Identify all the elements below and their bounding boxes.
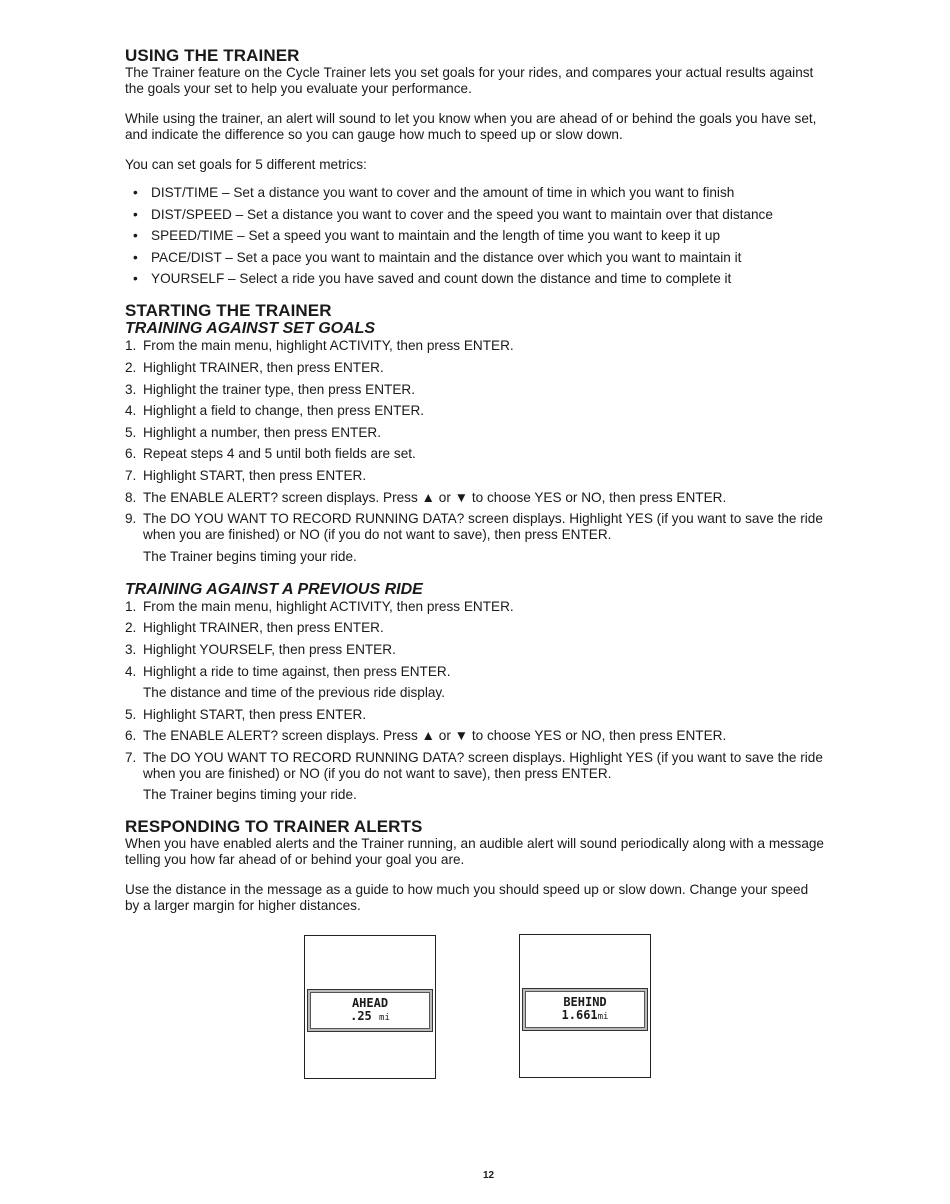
- metric-item: • YOURSELF – Select a ride you have saved and count down the distance and time to complete it: [125, 271, 825, 287]
- section-title-using-trainer: USING THE TRAINER: [125, 46, 300, 65]
- step-note: The distance and time of the previous ride display.: [143, 685, 445, 701]
- alert-label: AHEAD: [351, 996, 389, 1010]
- device-screen-ahead: [304, 935, 436, 1079]
- distance-guide-paragraph: Use the distance in the message as a guide to how much you should speed up or slow down. Change your speed by a larger margin for higher distances.: [125, 882, 809, 914]
- subtitle-previous-ride: TRAINING AGAINST A PREVIOUS RIDE: [125, 580, 423, 598]
- step-item: 1. From the main menu, highlight ACTIVITY, then press ENTER.: [125, 338, 514, 354]
- section-title-starting-trainer: STARTING THE TRAINER: [125, 301, 332, 321]
- step-item: 7. Highlight START, then press ENTER.: [125, 467, 367, 483]
- device-screen-behind: [519, 934, 651, 1078]
- manual-page: [125, 46, 825, 914]
- alert-distance: .25 mi: [350, 1009, 390, 1023]
- previous-ride-steps: [125, 599, 825, 804]
- alert-label: BEHIND: [563, 995, 607, 1009]
- section-title-responding-alerts: RESPONDING TO TRAINER ALERTS: [125, 817, 423, 837]
- alert-message-bar: [307, 989, 433, 1032]
- alert-paragraph: While using the trainer, an alert will sound to let you know when you are ahead of or behind the goals you have set, and indicate the difference so you can gauge how much to speed up or slow down.: [125, 111, 817, 142]
- metric-item: • SPEED/TIME – Set a speed you want to maintain and the length of time you want to keep it up: [125, 228, 825, 244]
- step-item: 2. Highlight TRAINER, then press ENTER.: [125, 359, 384, 375]
- step-item: 3. Highlight YOURSELF, then press ENTER.: [125, 641, 396, 657]
- page-number: 12: [482, 1170, 495, 1181]
- subtitle-set-goals: TRAINING AGAINST SET GOALS: [125, 320, 376, 338]
- alerts-paragraph: When you have enabled alerts and the Trainer running, an audible alert will sound periodically along with a message telling you how far ahead of or behind your goal you are.: [125, 836, 824, 868]
- metrics-intro: You can set goals for 5 different metrics:: [125, 157, 367, 172]
- metrics-list: [125, 185, 825, 287]
- step-item: 8. The ENABLE ALERT? screen displays. Press ▲ or ▼ to choose YES or NO, then press ENTER.: [125, 489, 727, 505]
- metric-item: • DIST/TIME – Set a distance you want to cover and the amount of time in which you want to finish: [125, 185, 825, 201]
- step-item: 5. Highlight a number, then press ENTER.: [125, 424, 382, 440]
- intro-paragraph: The Trainer feature on the Cycle Trainer lets you set goals for your rides, and compares your actual results against the goals your set to help you evaluate your performance.: [125, 65, 814, 96]
- step-item: 4. Highlight a field to change, then press ENTER.: [125, 403, 425, 419]
- step-note: The Trainer begins timing your ride.: [143, 548, 357, 564]
- step-item: 6. The ENABLE ALERT? screen displays. Press ▲ or ▼ to choose YES or NO, then press ENTER.: [125, 728, 727, 744]
- step-note: The Trainer begins timing your ride.: [143, 787, 357, 803]
- metric-item: • DIST/SPEED – Set a distance you want to cover and the speed you want to maintain over that distance: [125, 207, 825, 223]
- metric-item: • PACE/DIST – Set a pace you want to maintain and the distance over which you want to maintain it: [125, 250, 825, 266]
- step-item: 2. Highlight TRAINER, then press ENTER.: [125, 620, 384, 636]
- step-item: 4. Highlight a ride to time against, then press ENTER.: [125, 663, 451, 679]
- step-item: 5. Highlight START, then press ENTER.: [125, 706, 367, 722]
- alert-message-bar: [522, 988, 648, 1031]
- alert-distance: 1.661mi: [561, 1008, 609, 1022]
- step-item: 6. Repeat steps 4 and 5 until both fields are set.: [125, 446, 416, 462]
- step-item: 1. From the main menu, highlight ACTIVITY, then press ENTER.: [125, 598, 514, 614]
- step-item: 3. Highlight the trainer type, then press ENTER.: [125, 381, 416, 397]
- set-goals-steps: [125, 338, 825, 564]
- step-item: 9. The DO YOU WANT TO RECORD RUNNING DATA? screen displays. Highlight YES (if you want to save the ride when you are finished) or NO (if you do not want to save), then press ENTER.: [125, 511, 823, 543]
- step-item: 7. The DO YOU WANT TO RECORD RUNNING DATA? screen displays. Highlight YES (if you want to save the ride when you are finished) or NO (if you do not want to save), then press ENTER.: [125, 749, 823, 781]
